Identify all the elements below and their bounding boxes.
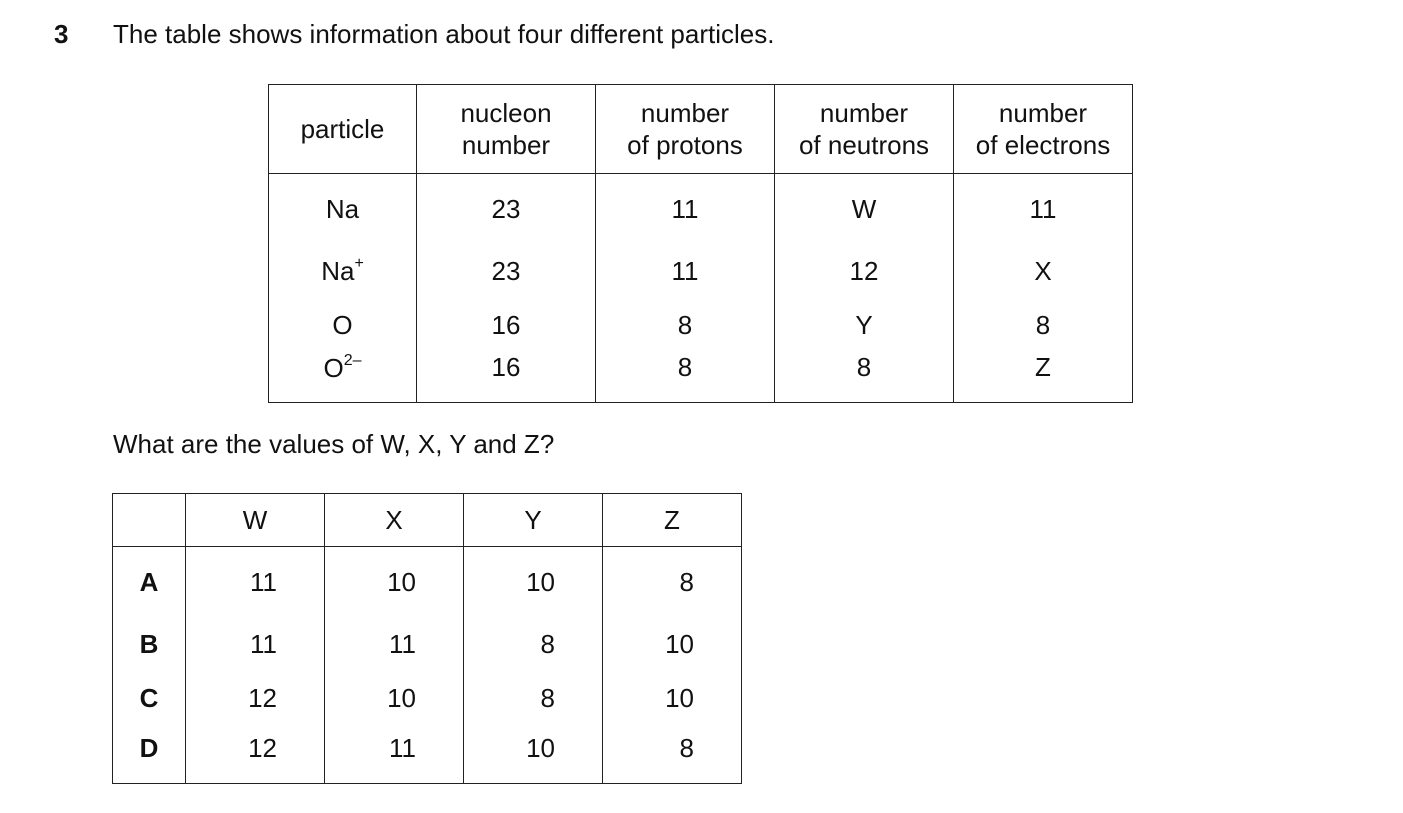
option-letter[interactable]: C [113,671,186,725]
option-row-b[interactable] [113,617,742,671]
option-x-cell: 10 [325,547,464,618]
options-header-y: Y [464,494,603,547]
option-row-a[interactable] [113,547,742,618]
nucleon-cell: 16 [417,298,596,352]
options-header-w: W [186,494,325,547]
option-letter[interactable]: D [113,725,186,784]
header-number-of-protons: number of protons [596,85,775,174]
option-x-cell: 11 [325,725,464,784]
particle-table [268,84,1133,403]
nucleon-cell: 23 [417,174,596,245]
options-table [112,493,742,784]
option-y-cell: 10 [464,547,603,618]
particle-row [269,244,1133,298]
electrons-cell: X [954,244,1133,298]
header-nucleon-number: nucleon number [417,85,596,174]
options-header-x: X [325,494,464,547]
particle-row [269,174,1133,245]
option-z-cell: 10 [603,617,742,671]
protons-cell: 8 [596,352,775,403]
electrons-cell: Z [954,352,1133,403]
electrons-cell: 8 [954,298,1133,352]
neutrons-cell: W [775,174,954,245]
electrons-cell: 11 [954,174,1133,245]
option-z-cell: 8 [603,725,742,784]
option-w-cell: 12 [186,671,325,725]
option-w-cell: 11 [186,547,325,618]
particle-cell: O [269,298,417,352]
particle-cell: Na [269,174,417,245]
option-row-c[interactable] [113,671,742,725]
protons-cell: 11 [596,174,775,245]
option-row-d[interactable] [113,725,742,784]
particle-table-header-row [269,85,1133,174]
neutrons-cell: 12 [775,244,954,298]
protons-cell: 11 [596,244,775,298]
option-x-cell: 11 [325,617,464,671]
particle-cell: Na+ [269,244,417,298]
header-number-of-electrons: number of electrons [954,85,1133,174]
option-letter[interactable]: B [113,617,186,671]
option-y-cell: 8 [464,671,603,725]
particle-row [269,298,1133,352]
option-w-cell: 12 [186,725,325,784]
neutrons-cell: Y [775,298,954,352]
protons-cell: 8 [596,298,775,352]
option-w-cell: 11 [186,617,325,671]
particle-cell: $O^{2-}$ [269,352,417,403]
question-number: 3 [54,19,69,49]
header-particle: particle [269,85,417,174]
particle-row [269,352,1133,403]
question-prompt: What are the values of W, X, Y and Z? [113,429,555,459]
option-z-cell: 10 [603,671,742,725]
neutrons-cell: 8 [775,352,954,403]
option-letter[interactable]: A [113,547,186,618]
nucleon-cell: 23 [417,244,596,298]
option-z-cell: 8 [603,547,742,618]
options-header-z: Z [603,494,742,547]
nucleon-cell: 16 [417,352,596,403]
options-header-blank [113,494,186,547]
header-number-of-neutrons: number of neutrons [775,85,954,174]
option-x-cell: 10 [325,671,464,725]
option-y-cell: 8 [464,617,603,671]
question-stem: The table shows information about four different particles. [113,19,775,49]
option-y-cell: 10 [464,725,603,784]
options-header-row [113,494,742,547]
